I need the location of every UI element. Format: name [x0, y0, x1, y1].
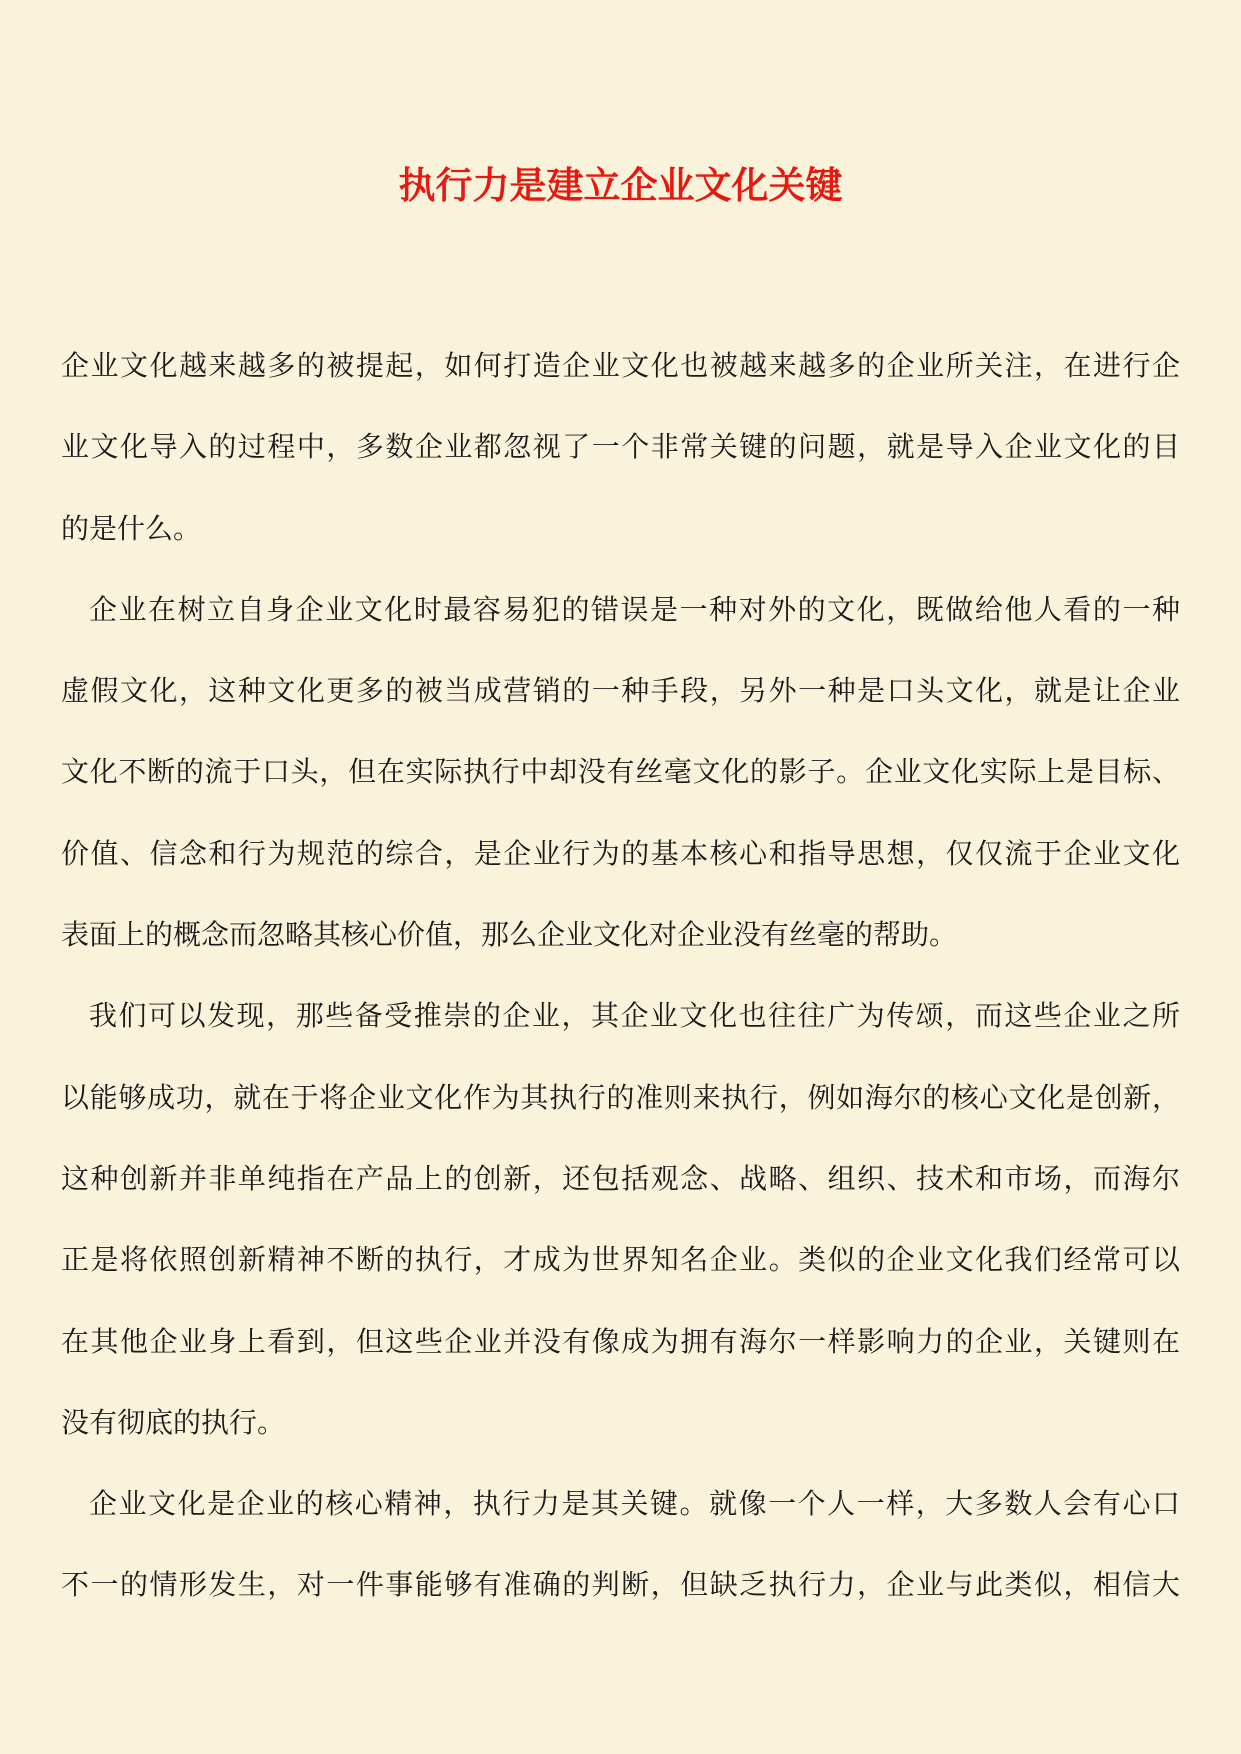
text-line: 文化不断的流于口头，但在实际执行中却没有丝毫文化的影子。企业文化实际上是目标、	[61, 755, 1180, 789]
text-line: 以能够成功，就在于将企业文化作为其执行的准则来执行，例如海尔的核心文化是创新，	[61, 1080, 1180, 1114]
text-line: 不一的情形发生，对一件事能够有准确的判断，但缺乏执行力，企业与此类似，相信大	[61, 1568, 1180, 1602]
paragraph-4	[61, 1463, 1180, 1626]
text-line: 企业文化越来越多的被提起，如何打造企业文化也被越来越多的企业所关注，在进行企	[61, 349, 1180, 382]
document-title: 执行力是建立企业文化关键	[398, 163, 843, 207]
text-line: 企业文化是企业的核心精神，执行力是其关键。就像一个人一样，大多数人会有心口	[89, 1487, 1180, 1521]
text-line: 价值、信念和行为规范的综合，是企业行为的基本核心和指导思想，仅仅流于企业文化	[61, 836, 1180, 870]
text-line: 没有彻底的执行。	[61, 1405, 286, 1439]
text-line: 的是什么。	[61, 511, 202, 545]
text-line: 虚假文化，这种文化更多的被当成营销的一种手段，另外一种是口头文化，就是让企业	[61, 674, 1180, 708]
text-line: 我们可以发现，那些备受推崇的企业，其企业文化也往往广为传颂，而这些企业之所	[89, 999, 1180, 1033]
paragraph-3	[61, 975, 1180, 1463]
document-body	[61, 325, 1180, 1626]
paragraph-1	[61, 325, 1180, 569]
paragraph-2	[61, 569, 1180, 975]
text-line: 业文化导入的过程中，多数企业都忽视了一个非常关键的问题，就是导入企业文化的目	[61, 430, 1180, 464]
text-line: 在其他企业身上看到，但这些企业并没有像成为拥有海尔一样影响力的企业，关键则在	[61, 1324, 1180, 1358]
text-line: 正是将依照创新精神不断的执行，才成为世界知名企业。类似的企业文化我们经常可以	[61, 1243, 1180, 1277]
text-line: 表面上的概念而忽略其核心价值，那么企业文化对企业没有丝毫的帮助。	[61, 918, 958, 952]
text-line: 这种创新并非单纯指在产品上的创新，还包括观念、战略、组织、技术和市场，而海尔	[61, 1161, 1180, 1195]
text-line: 企业在树立自身企业文化时最容易犯的错误是一种对外的文化，既做给他人看的一种	[89, 592, 1180, 626]
